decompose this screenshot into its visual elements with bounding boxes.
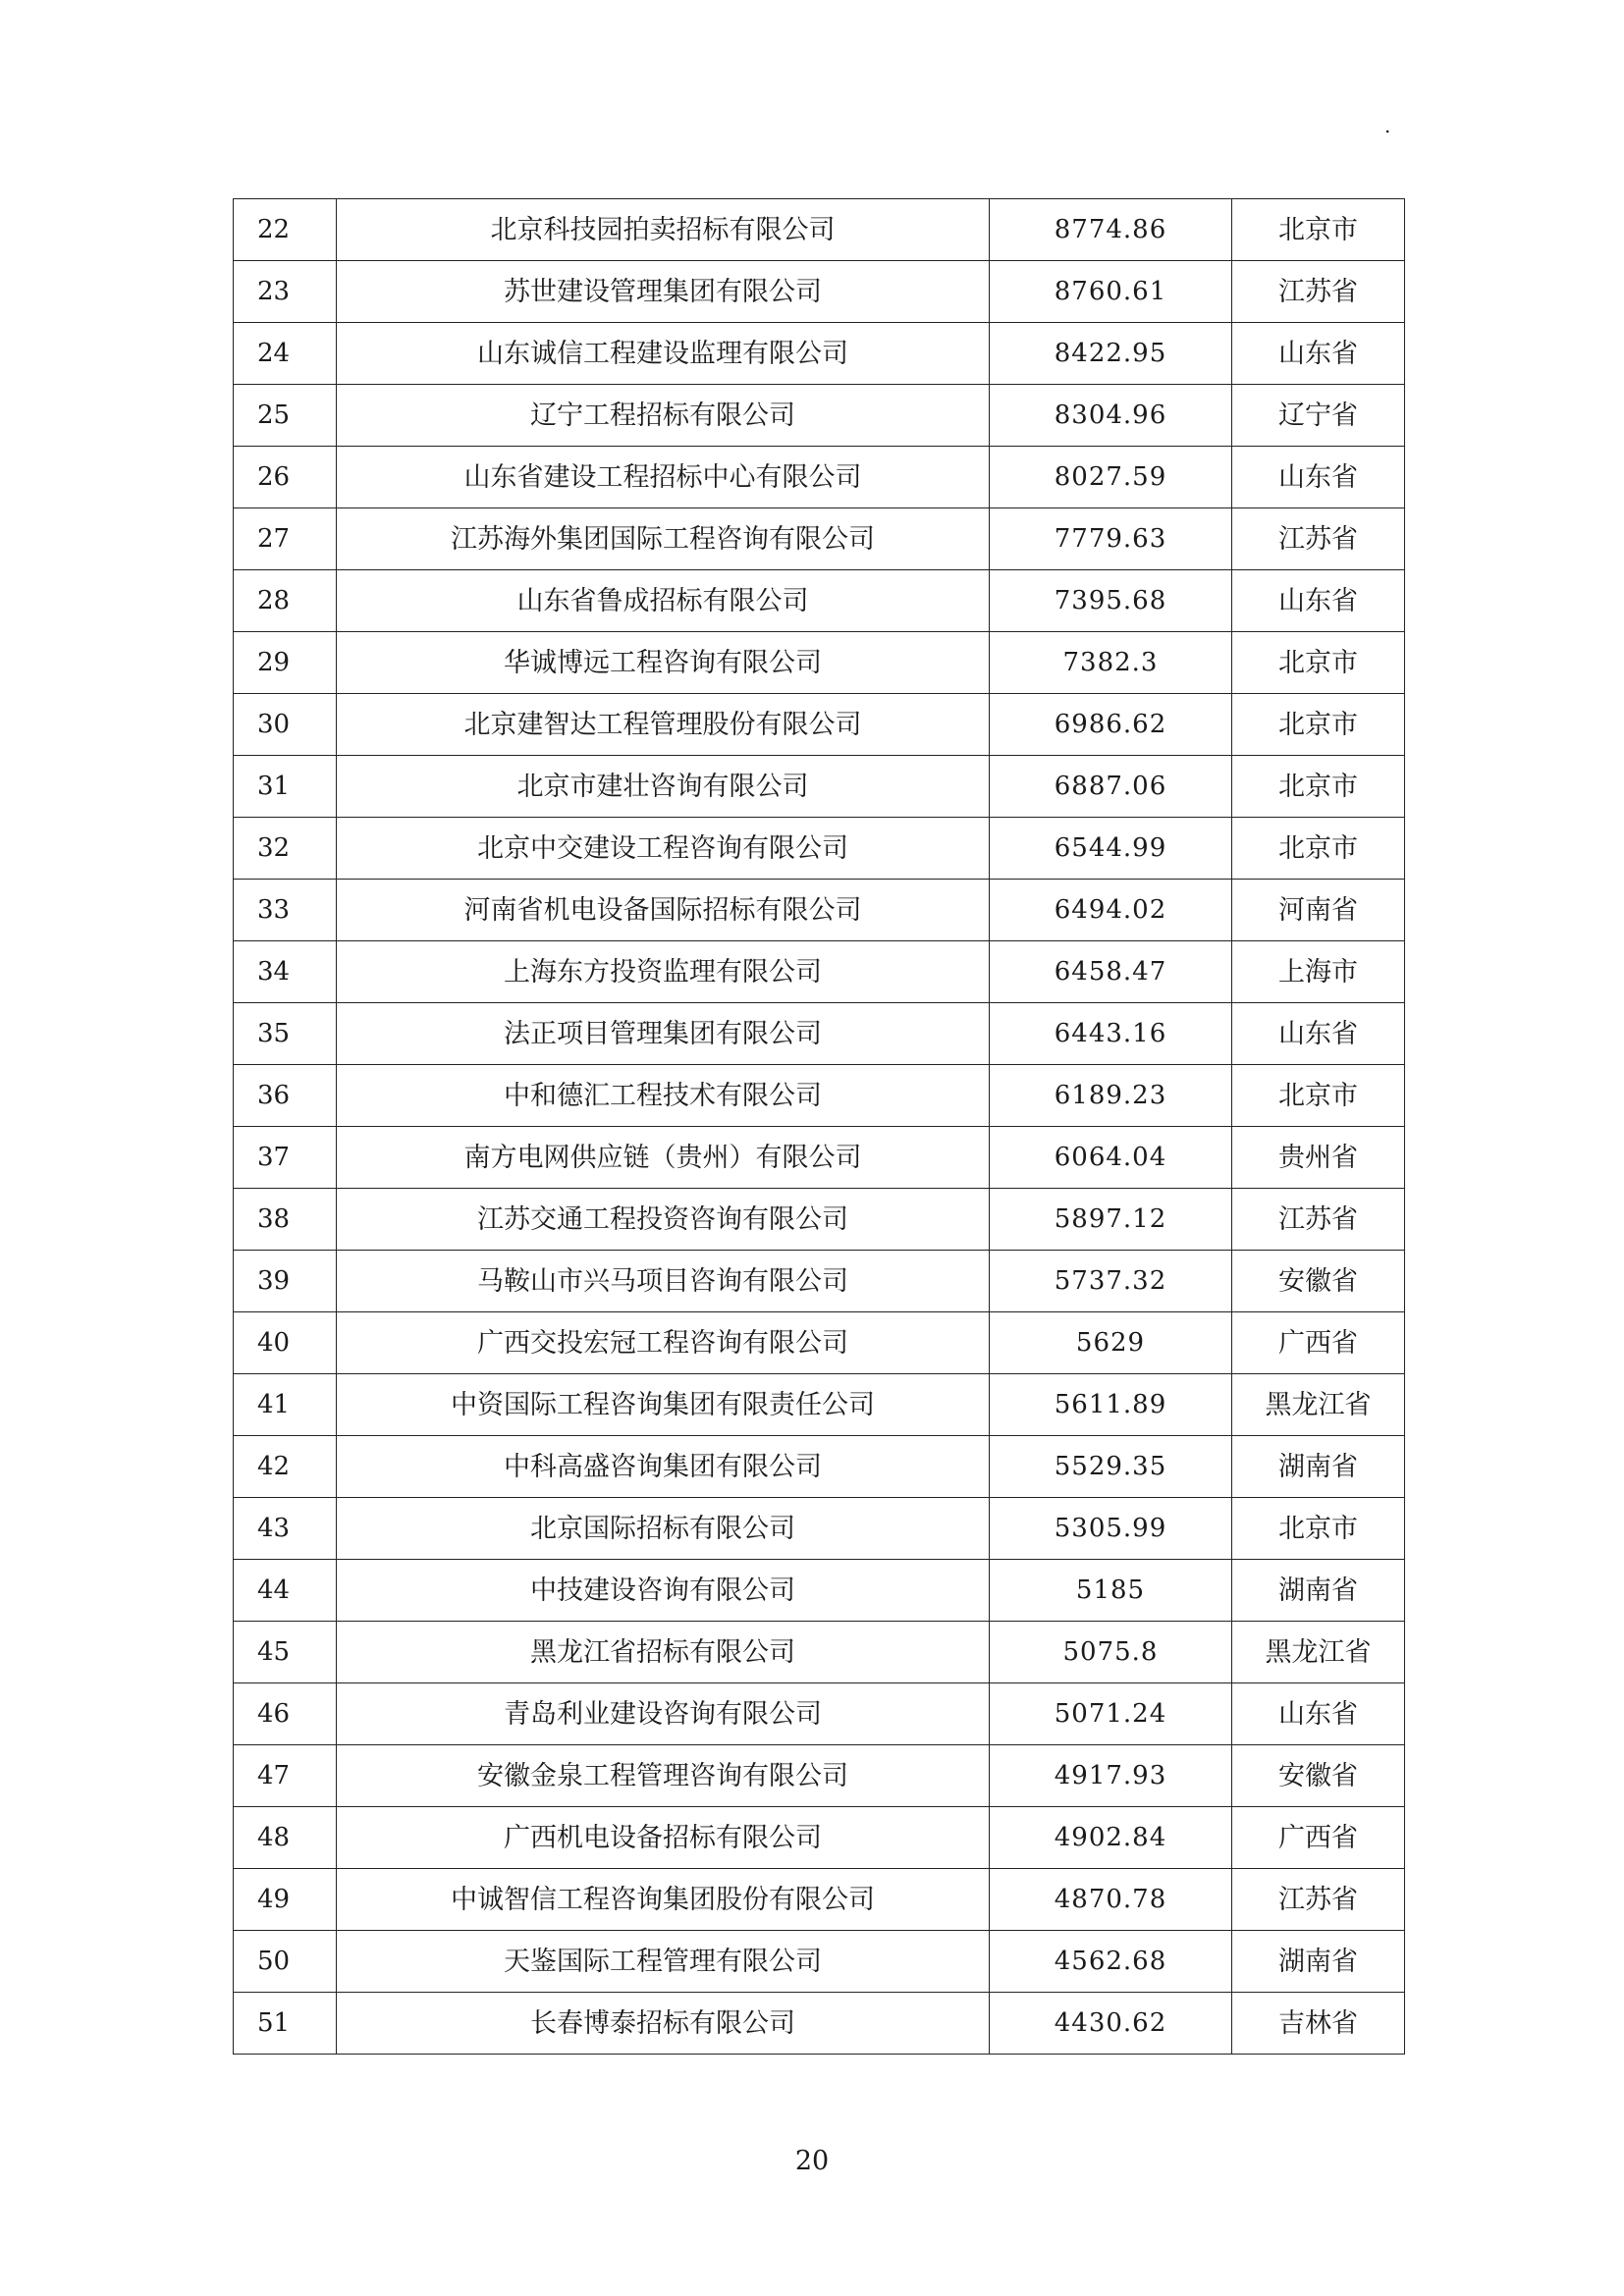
region-cell: 北京市	[1232, 1498, 1405, 1560]
region-cell: 山东省	[1232, 447, 1405, 508]
amount-cell: 5071.24	[990, 1683, 1232, 1745]
amount-cell: 5529.35	[990, 1436, 1232, 1498]
region-cell: 山东省	[1232, 323, 1405, 385]
table-row	[234, 261, 1405, 323]
rank-cell: 49	[234, 1869, 337, 1931]
region-cell: 广西省	[1232, 1312, 1405, 1374]
rank-cell: 46	[234, 1683, 337, 1745]
region-cell: 黑龙江省	[1232, 1374, 1405, 1436]
region-cell: 辽宁省	[1232, 385, 1405, 447]
company-name-cell: 江苏海外集团国际工程咨询有限公司	[337, 508, 990, 570]
company-name-cell: 广西交投宏冠工程咨询有限公司	[337, 1312, 990, 1374]
amount-cell: 4917.93	[990, 1745, 1232, 1807]
table-row	[234, 1251, 1405, 1312]
rank-cell: 36	[234, 1065, 337, 1127]
amount-cell: 8760.61	[990, 261, 1232, 323]
company-name-cell: 中资国际工程咨询集团有限责任公司	[337, 1374, 990, 1436]
table-row	[234, 1065, 1405, 1127]
region-cell: 山东省	[1232, 1683, 1405, 1745]
rank-cell: 51	[234, 1993, 337, 2055]
region-cell: 安徽省	[1232, 1745, 1405, 1807]
table-row	[234, 1683, 1405, 1745]
company-name-cell: 广西机电设备招标有限公司	[337, 1807, 990, 1869]
table-row	[234, 1498, 1405, 1560]
table-row	[234, 570, 1405, 632]
table-row	[234, 756, 1405, 818]
amount-cell: 5185	[990, 1560, 1232, 1622]
company-name-cell: 辽宁工程招标有限公司	[337, 385, 990, 447]
region-cell: 安徽省	[1232, 1251, 1405, 1312]
rank-cell: 39	[234, 1251, 337, 1312]
table-row	[234, 1807, 1405, 1869]
company-name-cell: 青岛利业建设咨询有限公司	[337, 1683, 990, 1745]
region-cell: 山东省	[1232, 570, 1405, 632]
rank-cell: 50	[234, 1931, 337, 1993]
rank-cell: 37	[234, 1127, 337, 1189]
rank-cell: 44	[234, 1560, 337, 1622]
rank-cell: 26	[234, 447, 337, 508]
company-name-cell: 长春博泰招标有限公司	[337, 1993, 990, 2055]
region-cell: 湖南省	[1232, 1560, 1405, 1622]
region-cell: 山东省	[1232, 1003, 1405, 1065]
rank-cell: 28	[234, 570, 337, 632]
amount-cell: 7395.68	[990, 570, 1232, 632]
company-name-cell: 北京国际招标有限公司	[337, 1498, 990, 1560]
rank-cell: 23	[234, 261, 337, 323]
table-row	[234, 1560, 1405, 1622]
rank-cell: 25	[234, 385, 337, 447]
rank-cell: 35	[234, 1003, 337, 1065]
rank-cell: 45	[234, 1622, 337, 1683]
rank-cell: 29	[234, 632, 337, 694]
amount-cell: 5611.89	[990, 1374, 1232, 1436]
region-cell: 黑龙江省	[1232, 1622, 1405, 1683]
region-cell: 北京市	[1232, 1065, 1405, 1127]
rank-cell: 43	[234, 1498, 337, 1560]
company-name-cell: 中诚智信工程咨询集团股份有限公司	[337, 1869, 990, 1931]
amount-cell: 4902.84	[990, 1807, 1232, 1869]
company-name-cell: 黑龙江省招标有限公司	[337, 1622, 990, 1683]
rank-cell: 33	[234, 880, 337, 941]
rank-cell: 27	[234, 508, 337, 570]
table-row	[234, 941, 1405, 1003]
table-row	[234, 1993, 1405, 2055]
amount-cell: 6494.02	[990, 880, 1232, 941]
region-cell: 北京市	[1232, 632, 1405, 694]
company-name-cell: 法正项目管理集团有限公司	[337, 1003, 990, 1065]
table-row	[234, 632, 1405, 694]
company-name-cell: 北京市建壮咨询有限公司	[337, 756, 990, 818]
table-row	[234, 447, 1405, 508]
region-cell: 广西省	[1232, 1807, 1405, 1869]
region-cell: 江苏省	[1232, 1189, 1405, 1251]
amount-cell: 6986.62	[990, 694, 1232, 756]
rank-cell: 24	[234, 323, 337, 385]
rank-cell: 32	[234, 818, 337, 880]
table-row	[234, 385, 1405, 447]
corner-dot-mark: .	[1384, 114, 1391, 137]
region-cell: 江苏省	[1232, 1869, 1405, 1931]
amount-cell: 8304.96	[990, 385, 1232, 447]
table-row	[234, 1127, 1405, 1189]
rank-cell: 31	[234, 756, 337, 818]
table-row	[234, 1374, 1405, 1436]
amount-cell: 6458.47	[990, 941, 1232, 1003]
company-name-cell: 中和德汇工程技术有限公司	[337, 1065, 990, 1127]
region-cell: 河南省	[1232, 880, 1405, 941]
amount-cell: 5737.32	[990, 1251, 1232, 1312]
amount-cell: 7382.3	[990, 632, 1232, 694]
page-number: 20	[794, 2146, 830, 2176]
rank-cell: 42	[234, 1436, 337, 1498]
rank-cell: 34	[234, 941, 337, 1003]
table-row	[234, 1003, 1405, 1065]
rank-cell: 47	[234, 1745, 337, 1807]
region-cell: 江苏省	[1232, 508, 1405, 570]
amount-cell: 6544.99	[990, 818, 1232, 880]
company-name-cell: 中技建设咨询有限公司	[337, 1560, 990, 1622]
company-name-cell: 北京科技园拍卖招标有限公司	[337, 199, 990, 261]
amount-cell: 6064.04	[990, 1127, 1232, 1189]
table-row	[234, 1869, 1405, 1931]
company-name-cell: 江苏交通工程投资咨询有限公司	[337, 1189, 990, 1251]
amount-cell: 4562.68	[990, 1931, 1232, 1993]
amount-cell: 5897.12	[990, 1189, 1232, 1251]
rank-cell: 38	[234, 1189, 337, 1251]
amount-cell: 7779.63	[990, 508, 1232, 570]
table-row	[234, 1622, 1405, 1683]
table-row	[234, 1312, 1405, 1374]
amount-cell: 4870.78	[990, 1869, 1232, 1931]
region-cell: 湖南省	[1232, 1436, 1405, 1498]
region-cell: 北京市	[1232, 818, 1405, 880]
company-name-cell: 安徽金泉工程管理咨询有限公司	[337, 1745, 990, 1807]
table-row	[234, 199, 1405, 261]
table-row	[234, 1931, 1405, 1993]
amount-cell: 8027.59	[990, 447, 1232, 508]
region-cell: 江苏省	[1232, 261, 1405, 323]
rank-cell: 22	[234, 199, 337, 261]
ranking-table	[233, 198, 1405, 2055]
rank-cell: 41	[234, 1374, 337, 1436]
company-name-cell: 河南省机电设备国际招标有限公司	[337, 880, 990, 941]
table-row	[234, 508, 1405, 570]
amount-cell: 4430.62	[990, 1993, 1232, 2055]
amount-cell: 8422.95	[990, 323, 1232, 385]
company-name-cell: 华诚博远工程咨询有限公司	[337, 632, 990, 694]
company-name-cell: 北京建智达工程管理股份有限公司	[337, 694, 990, 756]
company-name-cell: 马鞍山市兴马项目咨询有限公司	[337, 1251, 990, 1312]
ranking-table-body	[234, 199, 1405, 2055]
amount-cell: 8774.86	[990, 199, 1232, 261]
company-name-cell: 上海东方投资监理有限公司	[337, 941, 990, 1003]
region-cell: 北京市	[1232, 756, 1405, 818]
company-name-cell: 北京中交建设工程咨询有限公司	[337, 818, 990, 880]
table-row	[234, 323, 1405, 385]
amount-cell: 6887.06	[990, 756, 1232, 818]
table-row	[234, 1745, 1405, 1807]
amount-cell: 6443.16	[990, 1003, 1232, 1065]
region-cell: 北京市	[1232, 199, 1405, 261]
company-name-cell: 山东诚信工程建设监理有限公司	[337, 323, 990, 385]
company-name-cell: 中科高盛咨询集团有限公司	[337, 1436, 990, 1498]
company-name-cell: 苏世建设管理集团有限公司	[337, 261, 990, 323]
table-row	[234, 694, 1405, 756]
region-cell: 贵州省	[1232, 1127, 1405, 1189]
region-cell: 湖南省	[1232, 1931, 1405, 1993]
company-name-cell: 天鉴国际工程管理有限公司	[337, 1931, 990, 1993]
amount-cell: 5075.8	[990, 1622, 1232, 1683]
table-row	[234, 1436, 1405, 1498]
region-cell: 吉林省	[1232, 1993, 1405, 2055]
amount-cell: 6189.23	[990, 1065, 1232, 1127]
rank-cell: 40	[234, 1312, 337, 1374]
company-name-cell: 山东省鲁成招标有限公司	[337, 570, 990, 632]
rank-cell: 48	[234, 1807, 337, 1869]
company-name-cell: 山东省建设工程招标中心有限公司	[337, 447, 990, 508]
table-row	[234, 880, 1405, 941]
table-row	[234, 1189, 1405, 1251]
region-cell: 北京市	[1232, 694, 1405, 756]
table-row	[234, 818, 1405, 880]
amount-cell: 5305.99	[990, 1498, 1232, 1560]
company-name-cell: 南方电网供应链（贵州）有限公司	[337, 1127, 990, 1189]
region-cell: 上海市	[1232, 941, 1405, 1003]
rank-cell: 30	[234, 694, 337, 756]
amount-cell: 5629	[990, 1312, 1232, 1374]
